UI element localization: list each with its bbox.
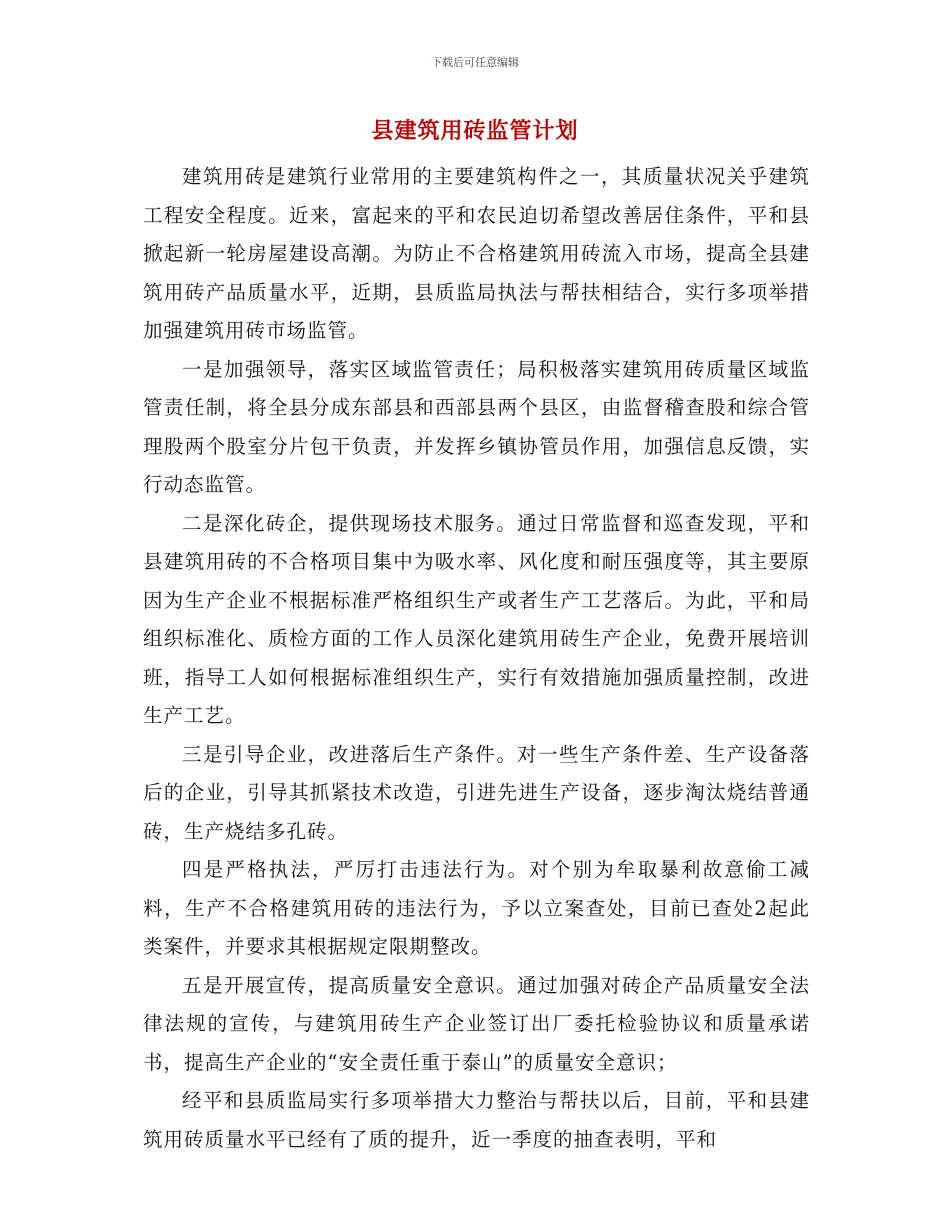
paragraph-measure-2: 二是深化砖企，提供现场技术服务。通过日常监督和巡查发现，平和县建筑用砖的不合格项目集中为吸水率、风化度和耐压强度等，其主要原因为生产企业不根据标准严格组织生产或者生产工艺落后。为此，平和局组织标准化、质检方面的工作人员深化建筑用砖生产企业，免费开展培训班，指导工人如何根据标准组织生产，实行有效措施加强质量控制，改进生产工艺。 [143, 511, 810, 727]
document-body [143, 158, 810, 1159]
paragraph-measure-5: 五是开展宣传，提高质量安全意识。通过加强对砖企产品质量安全法律法规的宣传，与建筑用砖生产企业签订出厂委托检验协议和质量承诺书，提高生产企业的“安全责任重于泰山”的质量安全意识； [143, 973, 810, 1074]
paragraph-measure-4: 四是严格执法，严厉打击违法行为。对个别为牟取暴利故意偷工减料，生产不合格建筑用砖的违法行为，予以立案查处，目前已查处2起此类案件，并要求其根据规定限期整改。 [143, 858, 810, 958]
paragraph-measure-1: 一是加强领导，落实区域监管责任；局积极落实建筑用砖质量区域监管责任制，将全县分成东部县和西部县两个县区，由监督稽查股和综合管理股两个股室分片包干负责，并发挥乡镇协管员作用，加强信息反馈，实行动态监管。 [143, 357, 810, 496]
header-note: 下载后可任意编辑 [431, 56, 519, 69]
paragraph-intro: 建筑用砖是建筑行业常用的主要建筑构件之一，其质量状况关乎建筑工程安全程度。近来，富起来的平和农民迫切希望改善居住条件，平和县掀起新一轮房屋建设高潮。为防止不合格建筑用砖流入市场，提高全县建筑用砖产品质量水平，近期，县质监局执法与帮扶相结合，实行多项举措加强建筑用砖市场监管。 [143, 165, 810, 342]
paragraph-conclusion: 经平和县质监局实行多项举措大力整治与帮扶以后，目前，平和县建筑用砖质量水平已经有了质的提升，近一季度的抽查表明，平和 [143, 1089, 810, 1151]
paragraph-measure-3: 三是引导企业，改进落后生产条件。对一些生产条件差、生产设备落后的企业，引导其抓紧技术改造，引进先进生产设备，逐步淘汰烧结普通砖，生产烧结多孔砖。 [143, 742, 810, 843]
document-title: 县建筑用砖监管计划 [371, 119, 579, 144]
